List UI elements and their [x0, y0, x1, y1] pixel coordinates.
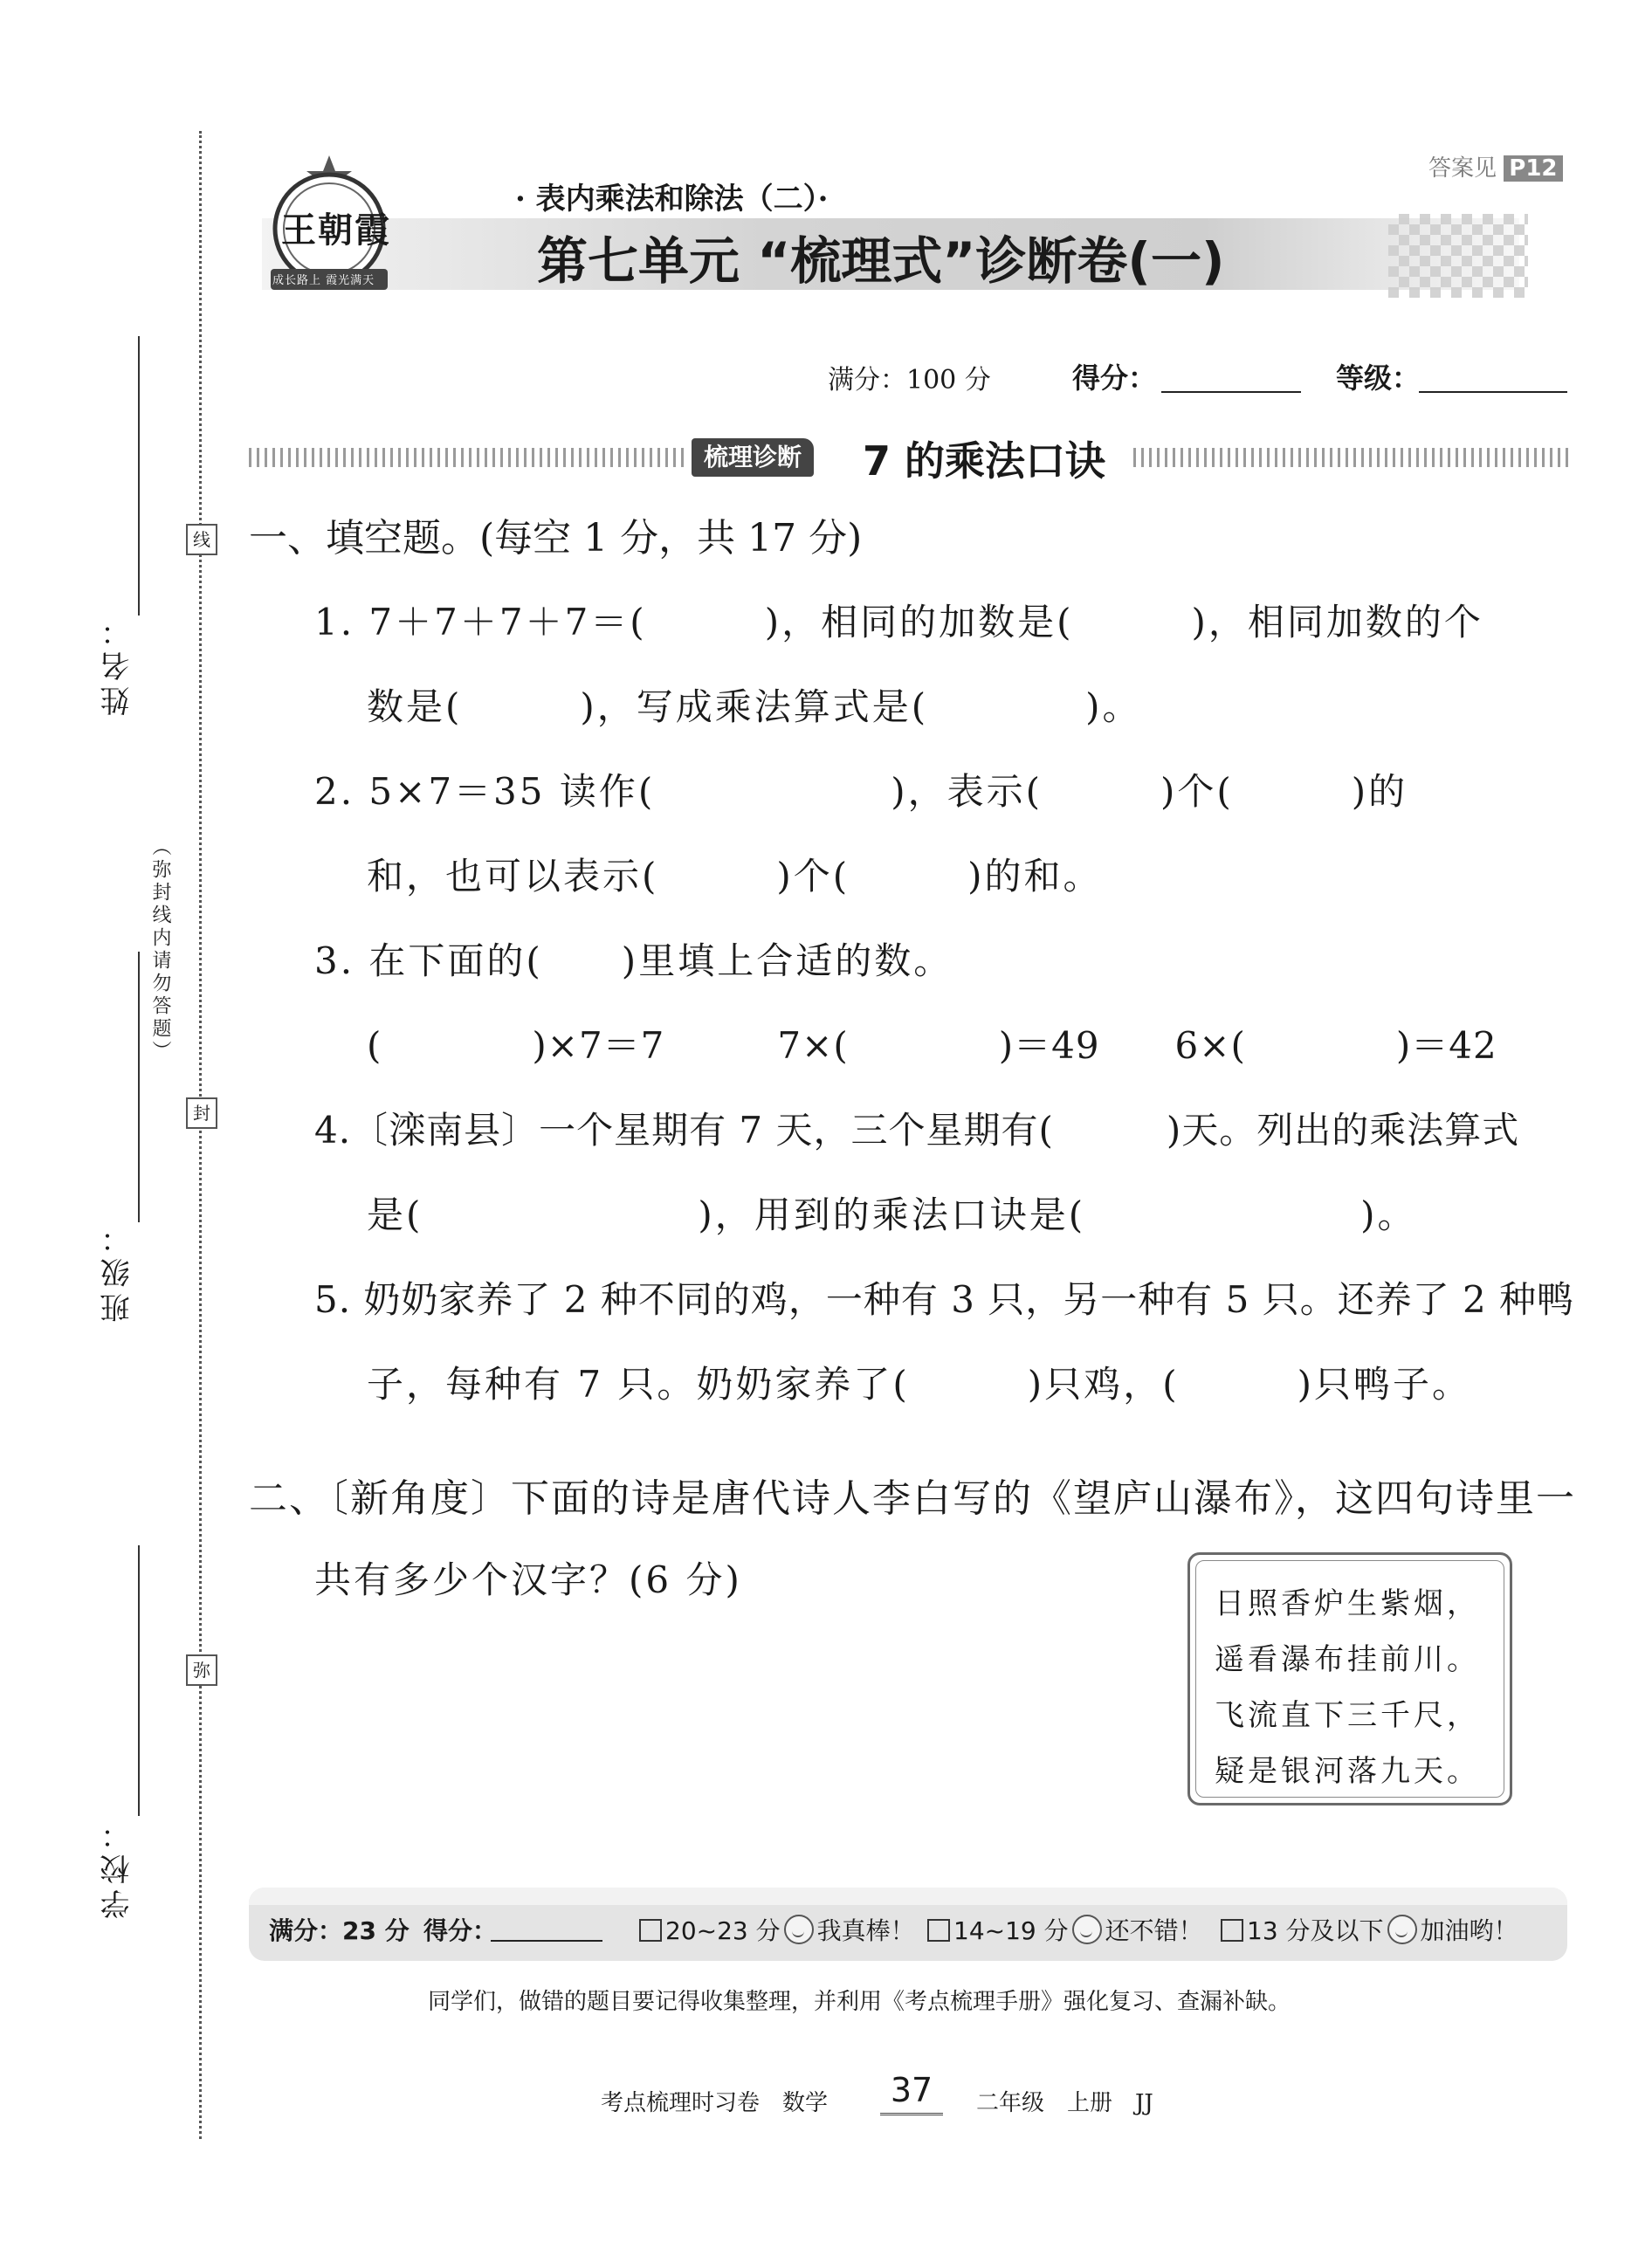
part2-heading: 二、〔新角度〕下面的诗是唐代诗人李白写的《望庐山瀑布》，这四句诗里一	[249, 1476, 1576, 1521]
page-number: 37	[880, 2067, 943, 2115]
smile-face-icon	[1072, 1915, 1102, 1944]
grade-field[interactable]	[1419, 391, 1567, 393]
logo-slogan: 成长路上 霞光满天	[272, 274, 375, 287]
rating-option-3[interactable]: 13 分及以下 加油哟！	[1221, 1912, 1518, 1947]
study-tip: 同学们，做错的题目要记得收集整理，并利用《考点梳理手册》强化复习、查漏补缺。	[428, 1989, 1291, 2015]
question-5-line-1: 5. 奶奶家养了 2 种不同的鸡，一种有 3 只，另一种有 5 只。还养了 2 种鸭	[314, 1278, 1575, 1321]
question-1-line-1: 1. 7＋7＋7＋7＝( )，相同的加数是( )，相同加数的个	[314, 601, 1483, 643]
banner-pattern	[1388, 214, 1528, 298]
question-2-line-2: 和，也可以表示( )个( )的和。	[367, 855, 1103, 898]
part-full-score: 满分：23 分	[269, 1916, 410, 1945]
seal-notice: （弥封线内请勿答题）	[149, 836, 171, 1063]
school-label: 学校：	[100, 1814, 135, 1919]
question-1-line-2: 数是( )，写成乘法算式是( )。	[367, 685, 1142, 728]
school-field[interactable]	[138, 1545, 140, 1816]
name-field[interactable]	[138, 336, 140, 616]
section-divider-right	[1133, 448, 1568, 467]
cheer-face-icon	[1387, 1915, 1417, 1944]
checkbox-icon[interactable]	[639, 1919, 662, 1942]
seal-line	[199, 131, 202, 2139]
seal-marker-line: 线	[186, 524, 217, 555]
class-field[interactable]	[138, 952, 140, 1222]
checkbox-icon[interactable]	[927, 1919, 950, 1942]
part1-heading: 一、填空题。(每空 1 分，共 17 分)	[249, 516, 863, 561]
question-5-line-2: 子，每种有 7 只。奶奶家养了( )只鸡，( )只鸭子。	[367, 1363, 1471, 1406]
poem-line-3: 飞流直下三千尺，	[1215, 1698, 1480, 1733]
seal-marker-seal: 封	[186, 1097, 217, 1129]
poem-line-4: 疑是银河落九天。	[1215, 1754, 1480, 1789]
question-2-line-1: 2. 5×7＝35 读作( )，表示( )个( )的	[314, 770, 1408, 813]
full-score: 满分：100 分	[828, 365, 991, 395]
grade-label: 等级：	[1336, 361, 1421, 395]
happy-face-icon	[784, 1915, 814, 1944]
seal-marker-mi: 弥	[186, 1654, 217, 1686]
footer-grade: 二年级 上册 JJ	[976, 2090, 1153, 2116]
unit-subtitle: · 表内乘法和除法（二）·	[515, 182, 829, 217]
checkbox-icon[interactable]	[1221, 1919, 1243, 1942]
rating-option-2[interactable]: 14~19 分 还不错！	[927, 1912, 1203, 1947]
rating-option-1[interactable]: 20~23 分 我真棒！	[639, 1912, 915, 1947]
class-label: 班级：	[100, 1218, 135, 1323]
question-4-line-2: 是( )，用到的乘法口诀是( )。	[367, 1193, 1417, 1236]
part-score-field[interactable]	[491, 1940, 602, 1942]
poem-line-1: 日照香炉生紫烟，	[1215, 1586, 1480, 1621]
name-label: 姓名：	[100, 611, 135, 716]
section-divider-left	[249, 448, 685, 467]
score-label: 得分：	[1072, 361, 1157, 395]
section-title: 7 的乘法口诀	[863, 437, 1106, 485]
logo-text: 王朝霞	[281, 210, 391, 251]
poem-line-2: 遥看瀑布挂前川。	[1215, 1642, 1480, 1677]
poem-box	[1187, 1552, 1512, 1805]
question-3-line-1: 3. 在下面的( )里填上合适的数。	[314, 939, 953, 982]
answer-ref: 答案见 P12	[1428, 150, 1563, 182]
part2-heading-line-2: 共有多少个汉字？(6 分)	[314, 1558, 742, 1601]
part-score-label: 得分：	[423, 1916, 498, 1945]
section-badge: 梳理诊断	[692, 438, 814, 477]
question-3-line-2: ( )×7＝7 7×( )＝49 6×( )＝42	[367, 1024, 1497, 1067]
question-4-line-1: 4.〔滦南县〕一个星期有 7 天，三个星期有( )天。列出的乘法算式	[314, 1109, 1520, 1152]
footer-book-title: 考点梳理时习卷 数学	[601, 2090, 829, 2116]
page-title: 第七单元 “梳理式”诊断卷(一)	[537, 231, 1225, 291]
score-field[interactable]	[1161, 391, 1301, 393]
